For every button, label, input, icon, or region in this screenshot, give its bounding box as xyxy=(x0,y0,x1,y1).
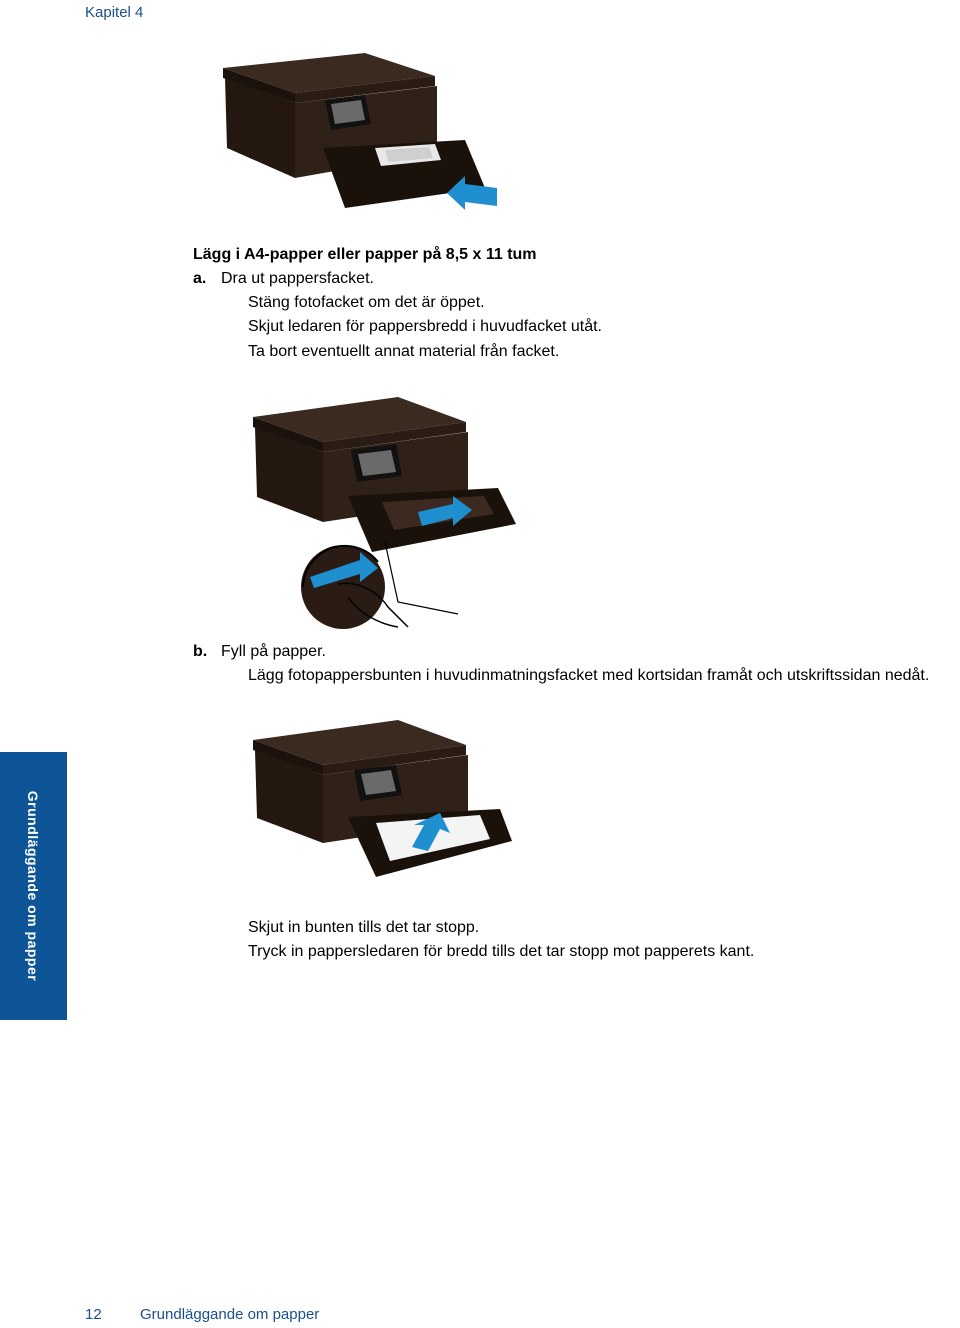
step-a-marker: a. xyxy=(193,270,207,287)
step-b-marker: b. xyxy=(193,643,208,660)
after-line-1: Skjut in bunten tills det tar stopp. xyxy=(248,919,480,936)
page-number: 12 xyxy=(85,1306,102,1323)
side-tab-label: Grundläggande om papper xyxy=(25,790,41,982)
step-a-text: Dra ut pappersfacket. xyxy=(221,270,374,287)
printer-width-guide-illustration xyxy=(248,392,528,637)
section-heading: Lägg i A4-papper eller papper på 8,5 x 11 tum xyxy=(193,246,537,263)
footer-section-title: Grundläggande om papper xyxy=(140,1306,320,1323)
after-line-2: Tryck in pappersledaren för bredd tills det tar stopp mot papperets kant. xyxy=(248,943,755,960)
step-a-line-2: Skjut ledaren för pappersbredd i huvudfacket utåt. xyxy=(248,318,602,335)
step-a-line-1: Stäng fotofacket om det är öppet. xyxy=(248,294,485,311)
step-b-text: Fyll på papper. xyxy=(221,643,326,660)
step-a-line-3: Ta bort eventuellt annat material från facket. xyxy=(248,343,560,360)
chapter-header: Kapitel 4 xyxy=(85,4,144,21)
printer-photo-tray-illustration xyxy=(215,48,505,218)
step-b-line-1: Lägg fotopappersbunten i huvudinmatningsfacket med kortsidan framåt och utskriftssidan nedåt. xyxy=(248,667,930,684)
side-tab xyxy=(0,752,67,1020)
printer-load-paper-illustration xyxy=(248,715,518,885)
